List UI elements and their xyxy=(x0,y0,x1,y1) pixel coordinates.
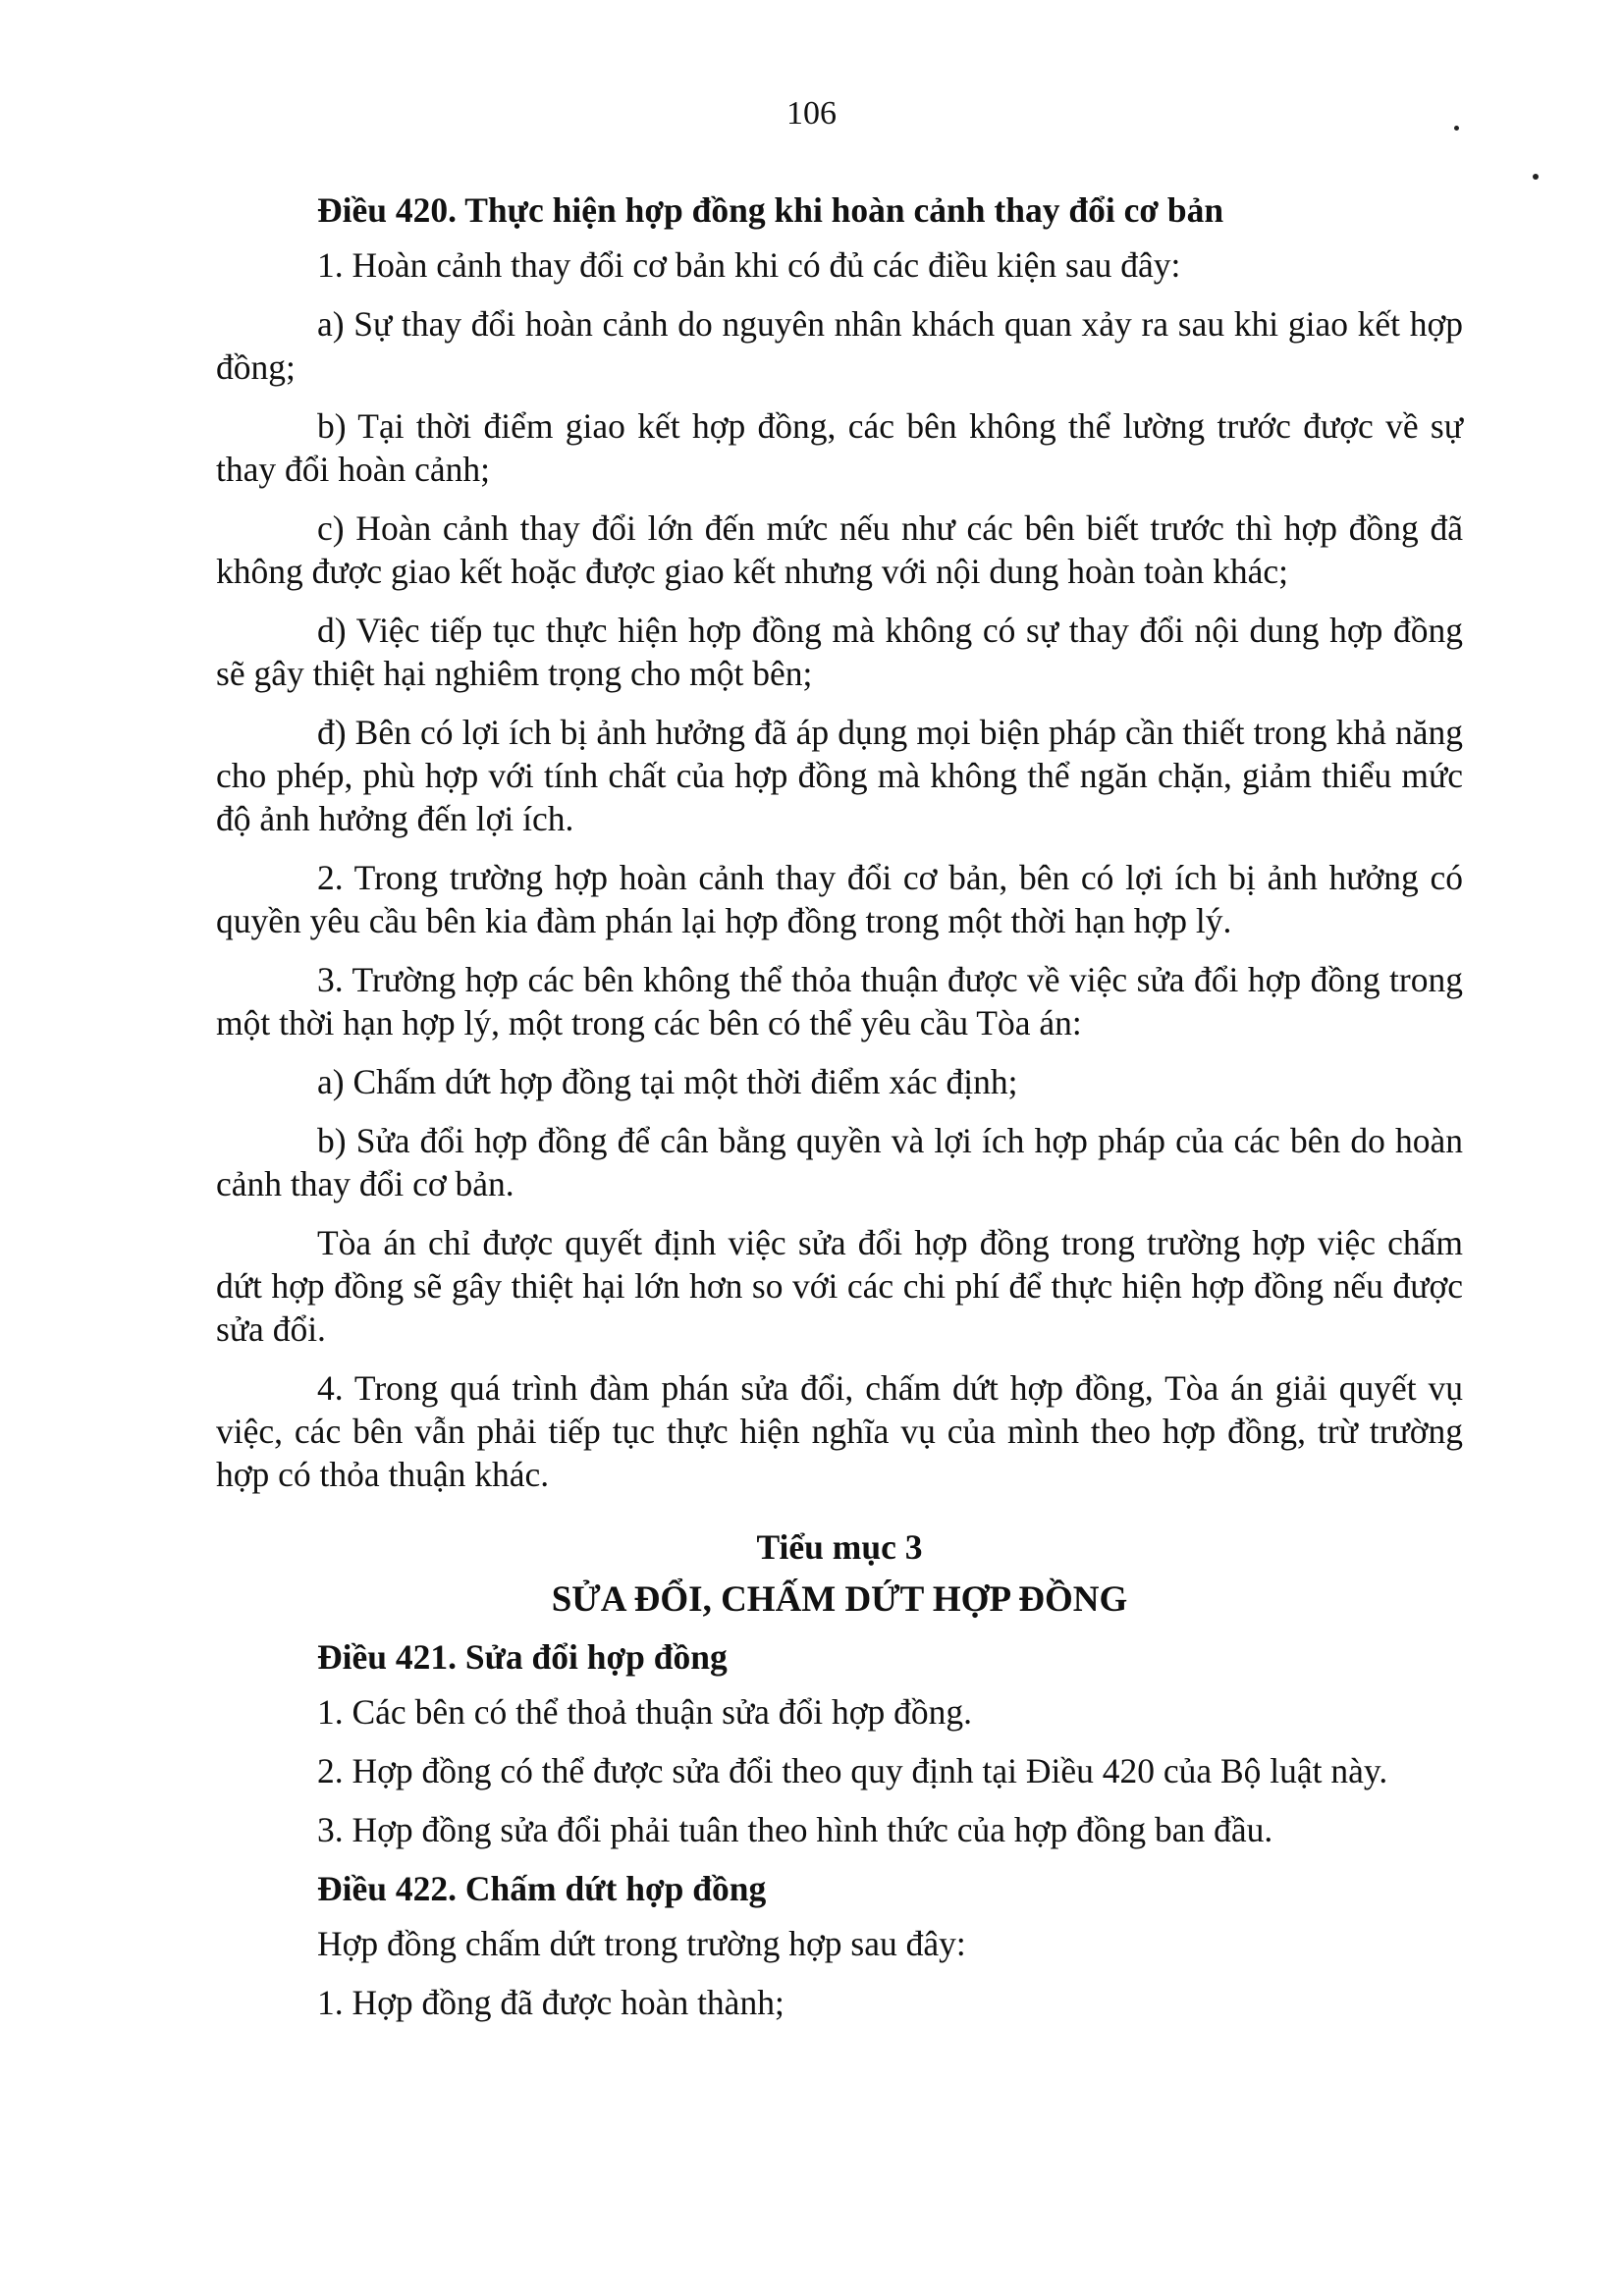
article-422-title: Điều 422. Chấm dứt hợp đồng xyxy=(317,1869,767,1908)
article-420-title: Điều 420. Thực hiện hợp đồng khi hoàn cảnh thay đổi cơ bản xyxy=(317,190,1224,230)
article-421-clause-3: 3. Hợp đồng sửa đổi phải tuân theo hình thức của hợp đồng ban đầu. xyxy=(317,1810,1273,1849)
article-420-point-a: a) Sự thay đổi hoàn cảnh do nguyên nhân khách quan xảy ra sau khi giao kết hợp đồng; xyxy=(216,304,1463,387)
article-420-clause-3: 3. Trường hợp các bên không thể thỏa thuận được về việc sửa đổi hợp đồng trong một thời hạn hợp lý, một trong các bên có thể yêu cầu Tòa án: xyxy=(216,960,1463,1042)
page-number: 106 xyxy=(786,95,837,132)
subsection-label: Tiểu mục 3 xyxy=(756,1527,923,1567)
scan-speck xyxy=(1533,174,1539,180)
article-420-point-c: c) Hoàn cảnh thay đổi lớn đến mức nếu như các bên biết trước thì hợp đồng đã không được giao kết hoặc được giao kết nhưng với nội dung hoàn toàn khác; xyxy=(216,508,1463,591)
article-421-clause-1: 1. Các bên có thể thoả thuận sửa đổi hợp đồng. xyxy=(317,1692,973,1732)
article-420-clause-1: 1. Hoàn cảnh thay đổi cơ bản khi có đủ các điều kiện sau đây: xyxy=(317,245,1181,285)
article-422-intro: Hợp đồng chấm dứt trong trường hợp sau đây: xyxy=(317,1924,966,1963)
article-420-point-b: b) Tại thời điểm giao kết hợp đồng, các bên không thể lường trước được về sự thay đổi hoàn cảnh; xyxy=(216,406,1463,489)
article-420-clause-4: 4. Trong quá trình đàm phán sửa đổi, chấm dứt hợp đồng, Tòa án giải quyết vụ việc, các bên vẫn phải tiếp tục thực hiện nghĩa vụ của mình theo hợp đồng, trừ trường hợp có thỏa thuận khác. xyxy=(216,1368,1463,1494)
article-420-point-d: d) Việc tiếp tục thực hiện hợp đồng mà không có sự thay đổi nội dung hợp đồng sẽ gây thiệt hại nghiêm trọng cho một bên; xyxy=(216,611,1463,693)
article-420-point-dd: đ) Bên có lợi ích bị ảnh hưởng đã áp dụng mọi biện pháp cần thiết trong khả năng cho phép, phù hợp với tính chất của hợp đồng mà không thể ngăn chặn, giảm thiểu mức độ ảnh hưởng đến lợi ích. xyxy=(216,713,1463,838)
subsection-title: SỬA ĐỔI, CHẤM DỨT HỢP ĐỒNG xyxy=(551,1579,1128,1620)
article-420-clause-3-a: a) Chấm dứt hợp đồng tại một thời điểm xác định; xyxy=(317,1062,1018,1101)
article-421-title: Điều 421. Sửa đổi hợp đồng xyxy=(317,1637,728,1677)
article-421-clause-2: 2. Hợp đồng có thể được sửa đổi theo quy định tại Điều 420 của Bộ luật này. xyxy=(317,1751,1388,1790)
article-420-clause-3-b: b) Sửa đổi hợp đồng để cân bằng quyền và lợi ích hợp pháp của các bên do hoàn cảnh thay đổi cơ bản. xyxy=(216,1121,1463,1203)
article-420-court-note: Tòa án chỉ được quyết định việc sửa đổi hợp đồng trong trường hợp việc chấm dứt hợp đồng sẽ gây thiệt hại lớn hơn so với các chi phí để thực hiện hợp đồng nếu được sửa đổi. xyxy=(216,1223,1463,1349)
article-420-clause-2: 2. Trong trường hợp hoàn cảnh thay đổi cơ bản, bên có lợi ích bị ảnh hưởng có quyền yêu cầu bên kia đàm phán lại hợp đồng trong một thời hạn hợp lý. xyxy=(216,858,1463,940)
scan-speck xyxy=(1454,126,1459,131)
article-422-clause-1: 1. Hợp đồng đã được hoàn thành; xyxy=(317,1983,784,2022)
page-content xyxy=(216,188,1463,2040)
